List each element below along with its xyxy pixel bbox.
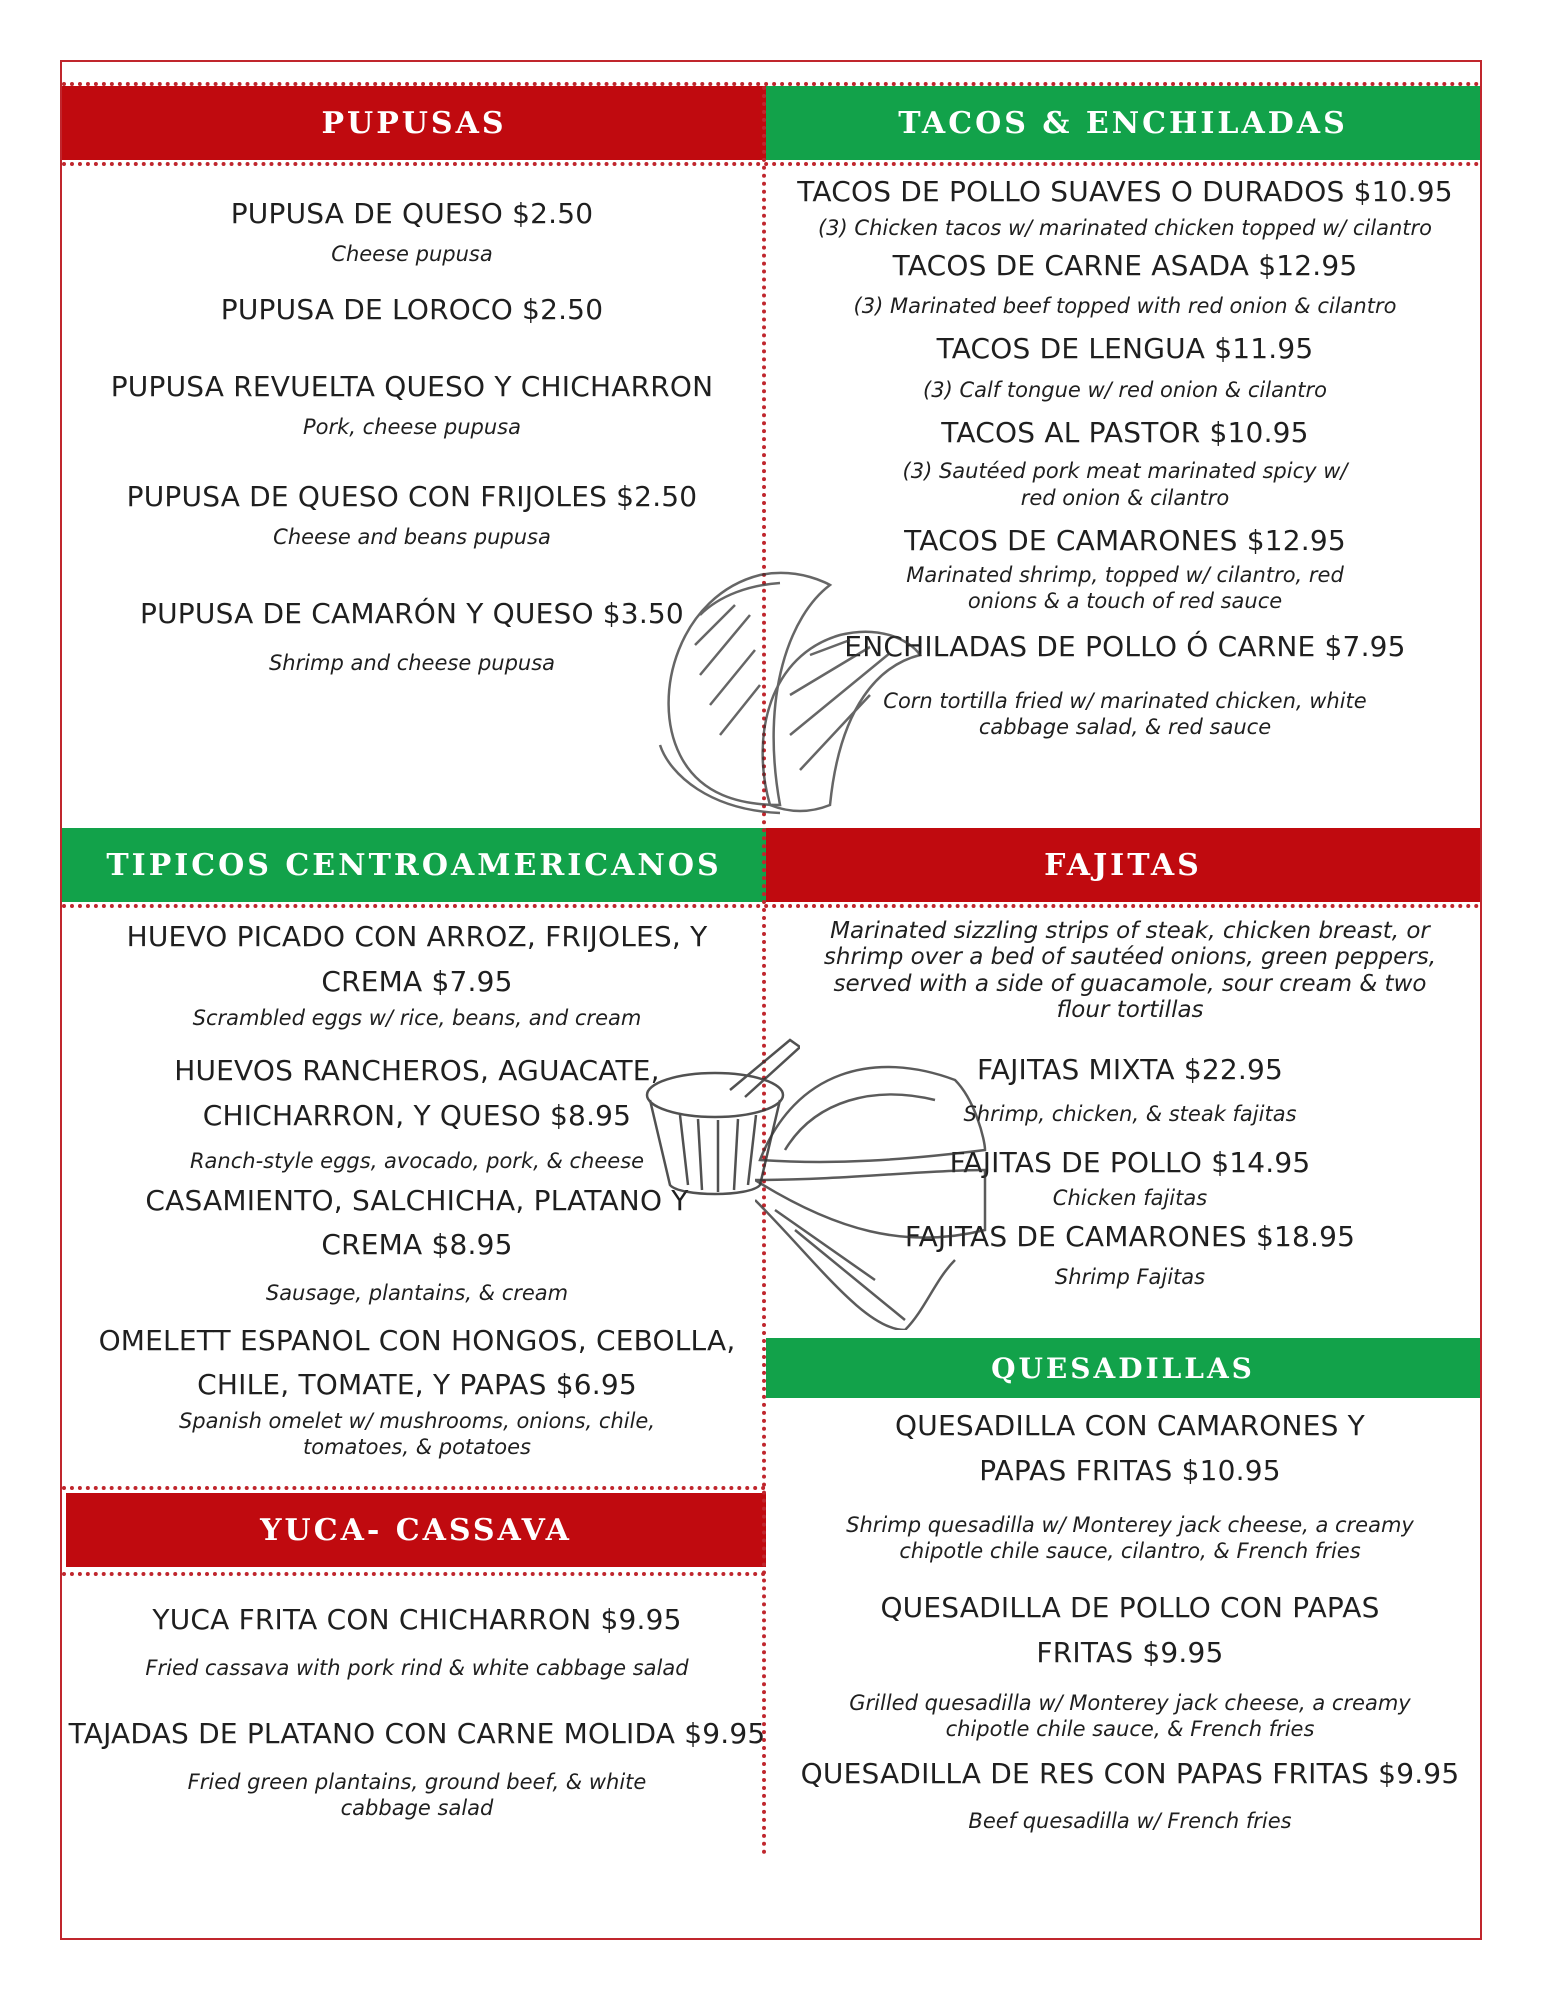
menu-item-name: OMELETT ESPANOL CON HONGOS, CEBOLLA, CHILE, TOMATE, Y PAPAS $6.95	[98, 1323, 736, 1402]
menu-item-desc: Shrimp, chicken, & steak fajitas	[963, 1102, 1297, 1127]
yuca-section	[62, 1598, 772, 1822]
menu-item-desc: Beef quesadilla w/ French fries	[968, 1808, 1292, 1833]
menu-item-desc: (3) Sautéed pork meat marinated spicy w/ red onion & cilantro	[902, 459, 1348, 510]
menu-item-name: YUCA FRITA CON CHICHARRON $9.95	[152, 1603, 682, 1636]
divider-under-yuca	[62, 1572, 766, 1576]
menu-item-name: PUPUSA DE QUESO CON FRIJOLES $2.50	[126, 479, 698, 513]
menu-item-name: QUESADILLA DE POLLO CON PAPAS FRITAS $9.95	[880, 1591, 1380, 1669]
yuca-header: YUCA- CASSAVA	[66, 1493, 766, 1567]
fajitas-intro: Marinated sizzling strips of steak, chicken breast, or shrimp over a bed of sautéed onions, green peppers, served with a side of guacamole, sour cream & two flour tortillas	[823, 918, 1437, 1024]
menu-item-desc: Corn tortilla fried w/ marinated chicken, white cabbage salad, & red sauce	[883, 689, 1367, 740]
menu-item-name: PUPUSA REVUELTA QUESO Y CHICHARRON	[110, 370, 714, 404]
menu-item-desc: Fried cassava with pork rind & white cabbage salad	[145, 1656, 689, 1681]
menu-item-desc: Chicken fajitas	[1052, 1185, 1208, 1210]
menu-item-name: TACOS DE POLLO SUAVES O DURADOS $10.95	[797, 175, 1453, 208]
divider-above-yuca	[62, 1486, 766, 1490]
tortilla-illustration	[755, 1030, 1005, 1330]
menu-item-name: FAJITAS DE CAMARONES $18.95	[904, 1220, 1356, 1254]
menu-item-desc: Spanish omelet w/ mushrooms, onions, chile, tomatoes, & potatoes	[178, 1409, 656, 1460]
menu-item-desc: Marinated shrimp, topped w/ cilantro, red onions & a touch of red sauce	[906, 563, 1344, 614]
menu-item-name: TACOS DE CAMARONES $12.95	[904, 523, 1346, 557]
pupusas-header: PUPUSAS	[62, 86, 766, 160]
menu-item-name: FAJITAS MIXTA $22.95	[976, 1052, 1284, 1086]
menu-item-desc: Cheese pupusa	[331, 242, 493, 267]
menu-item-desc: Cheese and beans pupusa	[273, 525, 551, 550]
menu-item-name: TACOS AL PASTOR $10.95	[941, 415, 1309, 449]
divider-under-mid-headers	[62, 904, 1480, 908]
menu-item-name: ENCHILADAS DE POLLO Ó CARNE $7.95	[844, 629, 1406, 663]
menu-item-name: QUESADILLA DE RES CON PAPAS FRITAS $9.95	[800, 1757, 1460, 1791]
menu-item-desc: Ranch-style eggs, avocado, pork, & cheese	[189, 1149, 645, 1174]
center-divider	[762, 86, 766, 1856]
menu-item-name: PUPUSA DE LOROCO $2.50	[220, 292, 604, 326]
menu-item-desc: Shrimp quesadilla w/ Monterey jack cheese, a creamy chipotle chile sauce, cilantro, & French fries	[846, 1512, 1414, 1563]
menu-item-desc: Pork, cheese pupusa	[303, 415, 521, 440]
menu-item-name: HUEVOS RANCHEROS, AGUACATE, CHICHARRON, Y QUESO $8.95	[174, 1053, 660, 1132]
divider-top	[62, 82, 1480, 86]
divider-under-top-headers	[62, 162, 1480, 166]
menu-item-desc: Sausage, plantains, & cream	[265, 1281, 569, 1306]
quesadillas-header: QUESADILLAS	[766, 1338, 1480, 1398]
menu-item-desc: Fried green plantains, ground beef, & white cabbage salad	[187, 1770, 647, 1821]
taco-illustration	[640, 555, 930, 825]
menu-item-name: HUEVO PICADO CON ARROZ, FRIJOLES, Y CREMA $7.95	[126, 920, 708, 998]
menu-item-name: TAJADAS DE PLATANO CON CARNE MOLIDA $9.95	[68, 1716, 766, 1750]
menu-item-desc: (3) Chicken tacos w/ marinated chicken topped w/ cilantro	[817, 216, 1432, 241]
fajitas-header: FAJITAS	[766, 828, 1480, 902]
menu-item-name: CASAMIENTO, SALCHICHA, PLATANO Y CREMA $8.95	[145, 1183, 689, 1262]
menu-item-desc: (3) Calf tongue w/ red onion & cilantro	[923, 377, 1327, 402]
menu-item-name: PUPUSA DE CAMARÓN Y QUESO $3.50	[140, 597, 684, 631]
menu-item-desc: Shrimp and cheese pupusa	[268, 650, 556, 675]
menu-item-name: QUESADILLA CON CAMARONES Y PAPAS FRITAS $10.95	[895, 1409, 1365, 1487]
menu-item-name: PUPUSA DE QUESO $2.50	[230, 197, 594, 230]
menu-item-desc: Shrimp Fajitas	[1054, 1265, 1206, 1290]
menu-item-desc: Scrambled eggs w/ rice, beans, and cream	[192, 1005, 642, 1030]
menu-item-name: TACOS DE CARNE ASADA $12.95	[892, 248, 1358, 282]
menu-item-desc: Grilled quesadilla w/ Monterey jack cheese, a creamy chipotle chile sauce, & French fries	[849, 1690, 1411, 1741]
quesadillas-section	[790, 1404, 1470, 1834]
tipicos-header: TIPICOS CENTROAMERICANOS	[62, 828, 766, 902]
menu-item-name: FAJITAS DE POLLO $14.95	[949, 1146, 1311, 1180]
tacos-header: TACOS & ENCHILADAS	[766, 86, 1480, 160]
menu-item-desc: (3) Marinated beef topped with red onion & cilantro	[853, 294, 1397, 319]
menu-item-name: TACOS DE LENGUA $11.95	[936, 332, 1314, 366]
